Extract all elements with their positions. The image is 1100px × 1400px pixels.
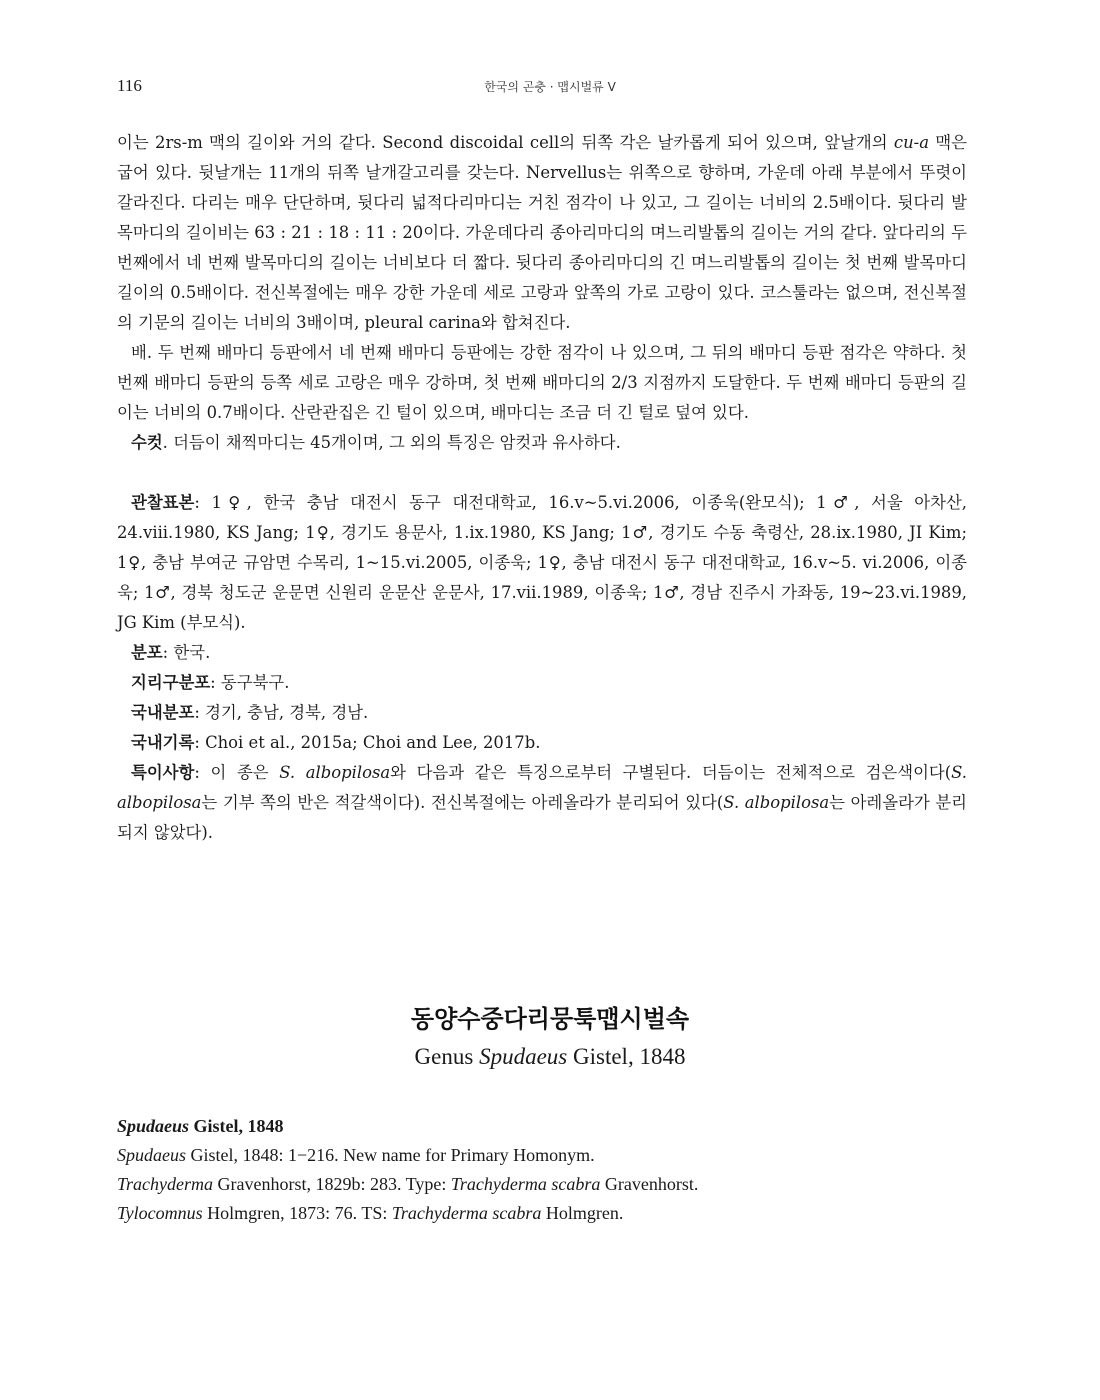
zoogeographic-distribution: 지리구분포: 동구북구.: [131, 673, 290, 692]
synonymy-heading: Spudaeus Gistel, 1848: [117, 1116, 284, 1136]
genus-heading: [0, 1003, 1100, 1073]
distribution: 분포: 한국.: [131, 643, 211, 662]
material-label: 관찰표본: [131, 493, 195, 512]
synonymy-line: Tylocomnus Holmgren, 1873: 76. TS: Trachyderma scabra Holmgren.: [117, 1203, 624, 1223]
male-label: 수컷: [131, 433, 163, 452]
synonymy-list: [117, 1112, 977, 1228]
domestic-distribution: 국내분포: 경기, 충남, 경북, 경남.: [131, 703, 369, 722]
genus-korean-name: 동양수중다리뭉툭맵시벌속: [410, 1005, 690, 1033]
description-paragraph-1: 이는 2rs-m 맥의 길이와 거의 같다. Second discoidal cell의 뒤쪽 각은 날카롭게 되어 있으며, 앞날개의 cu-a 맥은 굽어 있다. 뒷날개는 11개의 뒤쪽 날개갈고리를 갖는다. Nervellus는 위쪽으로 향하며, 가운데 아래 부분에서 뚜렷이 갈라진다. 다리는 매우 단단하며, 뒷다리 넓적다리마디는 거친 점각이 나 있고, 그 길이는 너비의 2.5배이다. 뒷다리 발목마디의 길이비는 63 : 21 : 18 : 11 : 20이다. 가운데다리 종아리마디의 며느리발톱의 길이는 거의 같다. 앞다리의 두 번째에서 네 번째 발목마디의 길이는 너비보다 더 짧다. 뒷다리 종아리마디의 긴 며느리발톱의 길이는 첫 번째 발목마디 길이의 0.5배이다. 전신복절에는 매우 강한 가운데 세로 고랑과 앞쪽의 가로 고랑이 있다. 코스툴라는 없으며, 전신복절의 기문의 길이는 너비의 3배이며, pleural carina와 합쳐진다.: [117, 133, 967, 332]
abdomen-paragraph: 배. 두 번째 배마디 등판에서 네 번째 배마디 등판에는 강한 점각이 나 있으며, 그 뒤의 배마디 등판 점각은 약하다. 첫 번째 배마디 등판의 등쪽 세로 고랑은 매우 강하며, 첫 번째 배마디의 2/3 지점까지 도달한다. 두 번째 배마디 등판의 길이는 너비의 0.7배이다. 산란관집은 긴 털이 있으며, 배마디는 조금 더 긴 털로 덮여 있다.: [117, 343, 967, 422]
running-header: 한국의 곤충 · 맵시벌류 V: [484, 80, 616, 94]
synonymy-line: Trachyderma Gravenhorst, 1829b: 283. Type: Trachyderma scabra Gravenhorst.: [117, 1174, 699, 1194]
domestic-records: 국내기록: Choi et al., 2015a; Choi and Lee, 2017b.: [131, 733, 541, 752]
page-number: 116: [117, 76, 142, 95]
genus-english-name: Genus Spudaeus Gistel, 1848: [414, 1044, 686, 1069]
remarks: 특이사항: 이 종은 S. albopilosa와 다음과 같은 특징으로부터 구별된다. 더듬이는 전체적으로 검은색이다(S. albopilosa는 기부 쪽의 반은 적갈색이다). 전신복절에는 아레올라가 분리되어 있다(S. albopilosa는 아레올라가 분리되지 않았다).: [117, 763, 968, 842]
species-description: [117, 128, 967, 848]
male-paragraph: 수컷. 더듬이 채찍마디는 45개이며, 그 외의 특징은 암컷과 유사하다.: [131, 433, 621, 452]
material-examined: 관찰표본: 1♀, 한국 충남 대전시 동구 대전대학교, 16.v~5.vi.2006, 이종욱(완모식); 1♂, 서울 아차산, 24.viii.1980, KS Jang; 1♀, 경기도 용문사, 1.ix.1980, KS Jang; 1♂, 경기도 수동 축령산, 28.ix.1980, JI Kim; 1♀, 충남 부여군 규암면 수목리, 1~15.vi.2005, 이종욱; 1♀, 충남 대전시 동구 대전대학교, 16.v~5. vi.2006, 이종욱; 1♂, 경북 청도군 운문면 신원리 운문산 운문사, 17.vii.1989, 이종욱; 1♂, 경남 진주시 가좌동, 19~23.vi.1989, JG Kim (부모식).: [117, 493, 967, 632]
synonymy-line: Spudaeus Gistel, 1848: 1−216. New name for Primary Homonym.: [117, 1145, 595, 1165]
